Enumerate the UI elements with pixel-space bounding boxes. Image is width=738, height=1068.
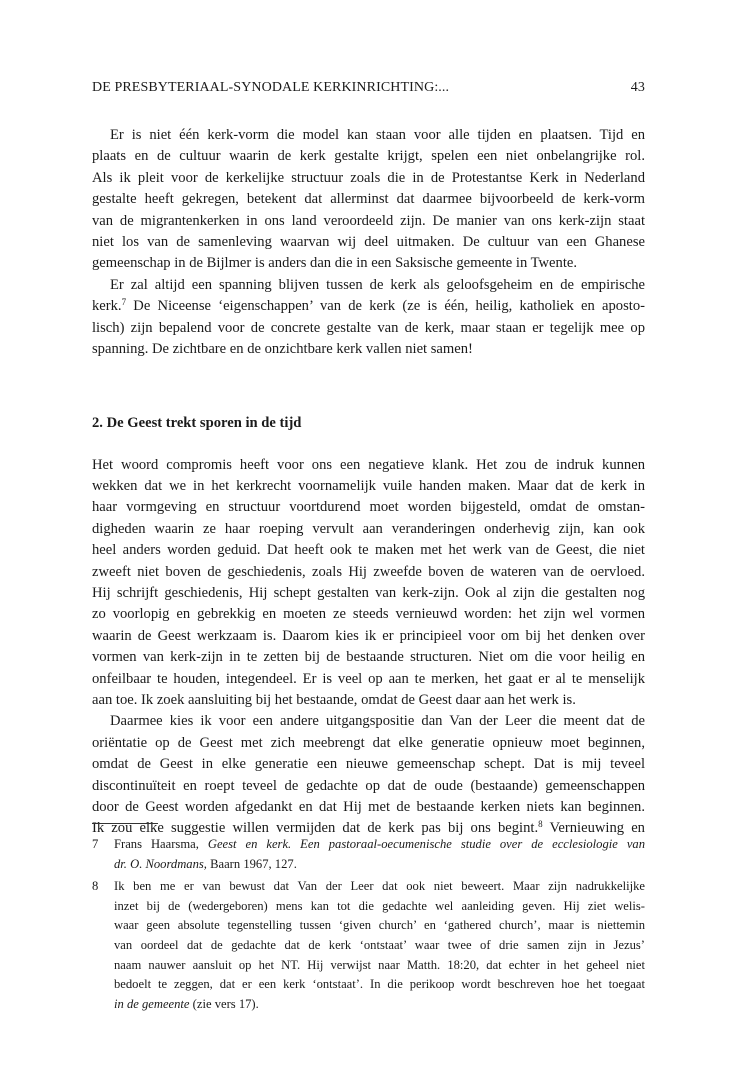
text-fragment: Ik zou elke suggestie willen vermijden dat de kerk pas bij ons begint. [92, 820, 539, 837]
running-head-title: DE PRESBYTERIAAL-SYNODALE KERKINRICHTING:... [92, 80, 450, 95]
body-text [92, 125, 645, 840]
text-line: omdat de Geest in elke generatie een nieuwe gemeenschap schept. Dat is mij teveel [92, 756, 645, 773]
footnote-line [114, 995, 645, 1015]
text-line: heel anders worden geduid. Dat heeft ook te maken met het werk van de Geest, die niet [92, 542, 645, 559]
text-line: spanning. De zichtbare en de onzichtbare kerk vallen niet samen! [92, 340, 473, 357]
text-fragment: De Niceense ‘eigenschappen’ van de kerk (ze is één, heilig, katholiek en aposto- [126, 298, 645, 315]
text-line: oriëntatie op de Geest met zich meebrengt dat elke generatie opnieuw moet beginnen, [92, 734, 645, 751]
text-fragment: Baarn 1967, 127. [206, 856, 297, 871]
text-line: van de migrantenkerken in ons land veroordeeld zijn. De manier van ons kerk-zijn staat [92, 212, 645, 229]
text-line: aan toe. Ik zoek aansluiting bij het bestaande, omdat de Geest daar aan het werk is. [92, 691, 576, 708]
footnote-divider [92, 823, 158, 824]
footnote-body [114, 877, 645, 1014]
text-line: Daarmee kies ik voor een andere uitgangspositie dan Van der Leer die meent dat de [110, 713, 645, 730]
emphasis: in de gemeente [114, 996, 190, 1011]
text-fragment: kerk. [92, 298, 122, 315]
footnotes [92, 835, 645, 1017]
book-page [92, 0, 645, 1068]
section-heading: 2. De Geest trekt sporen in de tijd [92, 415, 302, 432]
footnote-ref-8[interactable]: 8 [538, 819, 543, 830]
footnote-line: bedoelt te zeggen, dat er een kerk ‘ontstaat’. In die perikoop wordt beschreven hoe het toegaat [114, 977, 645, 992]
paragraph-4 [92, 711, 645, 839]
text-fragment: (zie vers 17). [189, 996, 259, 1011]
text-line: vormen van kerk-zijn in te zetten bij de bestaande structuren. Niet om die voor heilig en [92, 649, 645, 666]
text-line: discontinuïteit en roept teveel de gedachte op dat de oude (bestaande) gemeenschappen [92, 777, 645, 794]
footnote-line: van oordeel dat de gedachte dat de kerk ‘ontstaat’ waar twee of drie samen zijn in Jezus’ [114, 937, 645, 952]
text-line: Het woord compromis heeft voor ons een negatieve klank. Het zou de indruk kunnen [92, 456, 645, 473]
running-head [92, 79, 645, 97]
footnote-line: naam nauwer aansluit op het NT. Hij verwijst naar Matth. 18:20, dat echter in het geheel niet [114, 957, 645, 972]
footnote-line: waar geen absolute tegenstelling tussen ‘given church’ en ‘gathered church’, maar is niettemin [114, 918, 645, 933]
footnote-line [114, 855, 645, 875]
text-line: Hij schrijft geschiedenis, Hij schept gestalten van kerk-zijn. Ook al zijn die gestalten nog [92, 585, 645, 602]
footnote-line [114, 835, 645, 855]
text-line: waarin de Geest werkzaam is. Daarom kies ik er principieel voor om bij het denken over [92, 627, 645, 644]
heading-spacer [92, 435, 645, 455]
footnote-line: Ik ben me er van bewust dat Van der Leer dat ook niet beweert. Maar zijn nadrukkelijke [114, 879, 645, 894]
book-title: Geest en kerk. Een pastoraal-oecumenische studie over de ecclesiologie van [207, 837, 646, 851]
text-line: gestalte heeft gekregen, betekent dat allerminst dat daarmee bijvoorbeeld de kerk-vorm [92, 191, 645, 208]
text-line: niet los van de samenleving waarvan wij deel uitmaken. De cultuur van een Ghanese [92, 233, 645, 250]
footnote-8 [92, 877, 645, 1014]
text-line: Er is niet één kerk-vorm die model kan staan voor alle tijden en plaatsen. Tijd en [110, 127, 645, 143]
footnote-number: 8 [92, 879, 99, 894]
footnote-7 [92, 835, 645, 874]
text-line: door de Geest worden afgedankt en dat Hij met de bestaande kerken niets kan beginnen. [92, 798, 645, 815]
footnote-ref-7[interactable]: 7 [121, 297, 127, 308]
text-line: haar vormgeving en structuur voortdurend moet worden bijgesteld, omdat de omstan- [92, 499, 645, 516]
text-line: Als ik pleit voor de kerkelijke structuur zoals die in de Protestantse Kerk in Nederland [92, 169, 645, 186]
paragraph-1 [92, 125, 645, 275]
footnote-number: 7 [92, 837, 99, 851]
text-line-with-note [92, 296, 645, 317]
text-line: onfeilbaar te houden, integendeel. Er is veel op aan te merken, het gaat er al te menselijk [92, 670, 645, 687]
text-fragment: Frans Haarsma, [114, 837, 208, 851]
text-line: plaats en de cultuur waarin de kerk gestalte krijgt, spelen een niet onbelangrijke rol. [92, 148, 645, 165]
page-number: 43 [630, 80, 645, 95]
paragraph-3 [92, 455, 645, 712]
text-line: zo voorlopig en gebrekkig en moeten ze steeds vernieuwd worden: het zijn wel vormen [92, 606, 645, 623]
text-fragment: Vernieuwing en [542, 820, 645, 837]
section-spacer [92, 360, 645, 413]
book-title: dr. O. Noordmans, [114, 856, 207, 871]
footnote-body [114, 835, 645, 874]
text-line: digheden waarin ze haar roeping vervult aan veranderingen onderhevig zijn, kan ook [92, 520, 645, 537]
text-line: zweeft niet boven de geschiedenis, zoals Hij zweefde boven de wateren van de oervloed. [92, 563, 645, 580]
text-line: wekken dat we in het kerkrecht voornamelijk vuile handen maken. Maar dat de kerk in [92, 478, 645, 495]
text-line: Er zal altijd een spanning blijven tussen de kerk als geloofsgeheim en de empirische [110, 276, 645, 293]
paragraph-2 [92, 275, 645, 361]
text-line: lisch) zijn bepalend voor de concrete gestalte van de kerk, maar staan er tegelijk mee op [92, 319, 645, 336]
text-line: gemeenschap in de Bijlmer is anders dan die in een Saksische gemeente in Twente. [92, 255, 578, 272]
footnote-line: inzet bij de (wedergeboren) mens kan tot die gedachte wel aanleiding geven. Hij ziet welis- [114, 898, 645, 913]
